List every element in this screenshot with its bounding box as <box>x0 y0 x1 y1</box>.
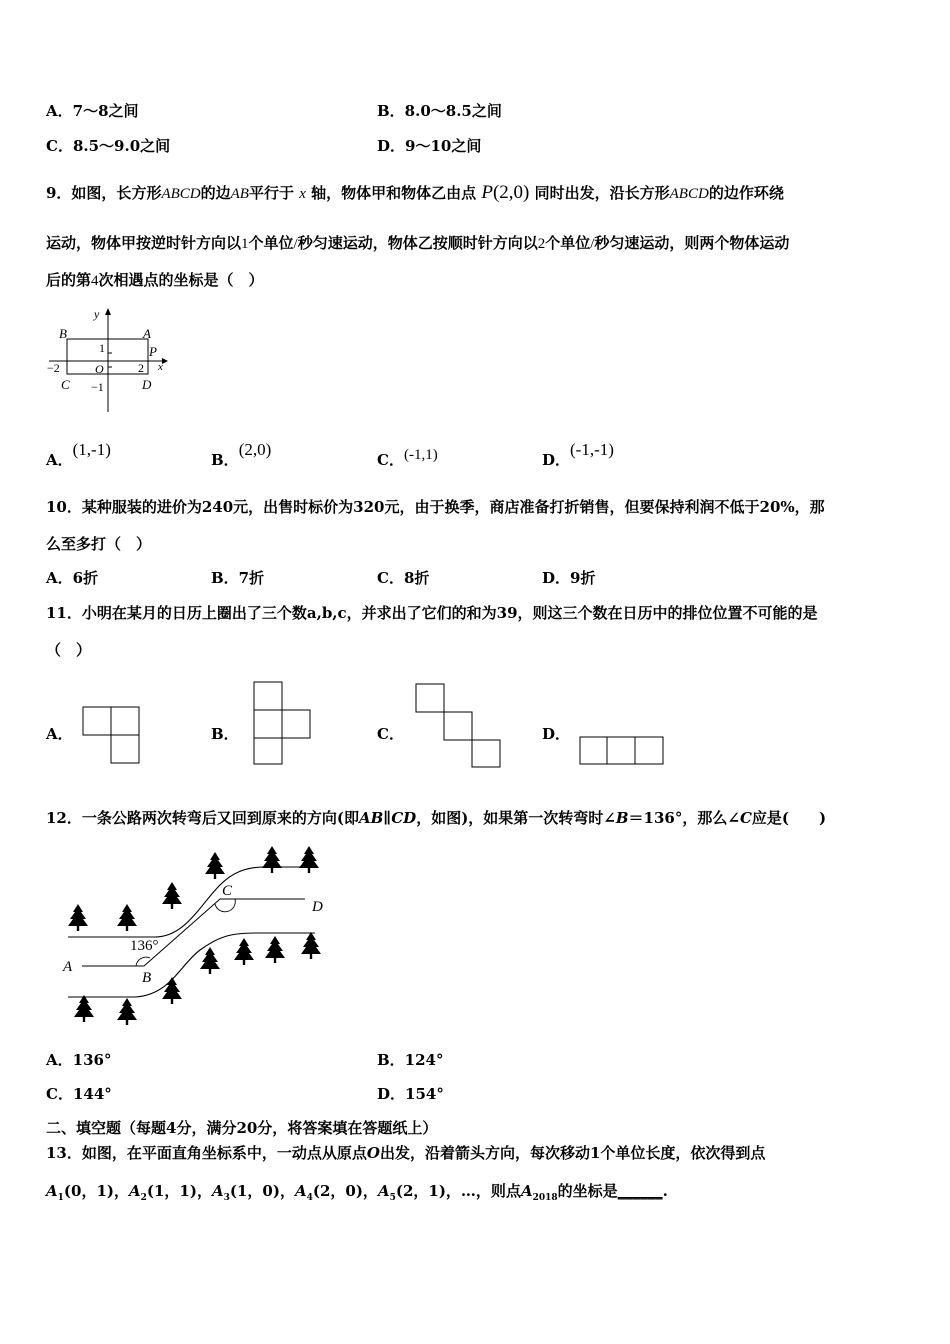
q13-point <box>46 1182 129 1203</box>
label-d: D <box>142 377 152 392</box>
q9-line1 <box>46 183 784 204</box>
q11-line1: 11．小明在某月的日历上圈出了三个数a,b,c，并求出了它们的和为39，则这三个数在日历中的排位位置不可能的是 <box>46 604 818 622</box>
q9-option-d <box>542 440 614 470</box>
q9-speed-2: 2 <box>537 236 546 252</box>
q13-origin: O <box>366 1144 380 1162</box>
q9-text: 轴，物体甲和物体乙由点 <box>311 184 477 202</box>
tick-1: 1 <box>99 341 105 355</box>
label-a: A <box>63 959 73 975</box>
option-label: D． <box>542 451 571 469</box>
q9-meet-count: 4 <box>91 273 99 289</box>
q12-option-d: D．154° <box>377 1085 444 1103</box>
q9-option-b <box>211 440 272 470</box>
q13-point <box>294 1182 378 1203</box>
q9-text: 的边 <box>200 184 231 202</box>
q12-road-figure <box>60 845 335 1030</box>
cell <box>111 735 139 763</box>
tree-icon <box>68 904 88 931</box>
q12-line1 <box>46 808 826 828</box>
point-sub: 1 <box>57 1193 64 1203</box>
q11-figure-a <box>82 706 142 764</box>
q9-text: 运动，物体甲按逆时针方向以 <box>46 234 242 252</box>
tree-icon <box>205 852 225 879</box>
point-name: A <box>377 1182 390 1200</box>
tree-icon <box>265 936 285 963</box>
q9-option-a <box>46 440 111 470</box>
q9-text: 后的第 <box>46 271 92 289</box>
q12-option-a: A．136° <box>46 1051 112 1069</box>
cell <box>254 682 282 710</box>
option-value: (2,0) <box>238 440 272 459</box>
label-origin: O <box>95 362 104 376</box>
q10-line2: 么至多打（ ） <box>46 535 152 553</box>
q13-text: . <box>662 1182 668 1200</box>
q13-line2 <box>46 1181 668 1208</box>
q11-option-d: D． <box>542 725 571 743</box>
road-edge-upper <box>68 867 300 937</box>
q13-text: 13．如图，在平面直角坐标系中，一动点从原点 <box>46 1144 367 1162</box>
tree-icon <box>117 904 137 931</box>
q9-point-p: P <box>481 182 493 203</box>
section-2-heading: 二、填空题（每题4分，满分20分，将答案填在答题纸上） <box>46 1119 438 1137</box>
label-x: x <box>158 361 163 373</box>
angle-b-arc <box>136 957 150 966</box>
q13-text: …，则点 <box>460 1182 521 1200</box>
q13-line1 <box>46 1143 765 1163</box>
label-p: P <box>149 344 157 359</box>
label-c: C <box>61 377 70 392</box>
q10-line1: 10．某种服装的进价为240元，出售时标价为320元，由于换季，商店准备打折销售，但要保持利润不低于20%，那 <box>46 498 825 516</box>
q11-option-a: A． <box>46 725 73 743</box>
q9-abcd: ABCD <box>161 186 201 202</box>
label-d: D <box>312 899 323 915</box>
q9-abcd: ABCD <box>669 186 709 202</box>
q9-slash: / <box>590 236 595 252</box>
q10-option-a: A．6折 <box>46 569 99 587</box>
tree-icon <box>301 932 321 959</box>
q9-line2 <box>46 233 789 254</box>
q11-figure-c <box>415 683 503 769</box>
tree-icon <box>262 846 282 873</box>
tree-icon <box>162 977 182 1004</box>
tree-icon <box>299 846 319 873</box>
tree-icon <box>117 998 137 1025</box>
q9-option-c <box>377 447 438 471</box>
q9-x: x <box>299 186 306 202</box>
cell <box>472 740 500 767</box>
point-name: A <box>211 1182 224 1200</box>
cell <box>83 707 111 735</box>
point-sub: 4 <box>306 1193 313 1203</box>
option-value: (1,-1) <box>72 440 111 459</box>
option-label: B． <box>211 451 239 469</box>
point-name: A <box>520 1182 533 1200</box>
cell <box>635 737 663 764</box>
q9-text: 平行于 <box>248 184 294 202</box>
point-sub: 2018 <box>532 1193 558 1203</box>
label-c: C <box>222 883 233 899</box>
option-value: (-1,1) <box>403 447 438 463</box>
point-sub: 2 <box>140 1193 147 1203</box>
option-label: C． <box>377 451 404 469</box>
q13-point <box>211 1182 295 1203</box>
tree-icon <box>74 995 94 1022</box>
cell <box>580 737 607 764</box>
q12-text: 12．一条公路两次转弯后又回到原来的方向(即 <box>46 809 359 827</box>
cell <box>254 710 282 738</box>
point-sub: 3 <box>223 1193 230 1203</box>
q12-parallel: AB∥CD <box>358 809 417 827</box>
q9-text: 的边作环绕 <box>708 184 784 202</box>
q9-text: 秒匀速运动，则两个物体运动 <box>594 234 790 252</box>
q11-option-b: B． <box>211 725 239 743</box>
q13-answer-blank[interactable]: ______ <box>617 1182 663 1200</box>
q12-option-b: B．124° <box>377 1051 444 1069</box>
point-coord: (1，1)， <box>146 1182 212 1200</box>
q10-option-c: C．8折 <box>377 569 430 587</box>
tree-icon <box>162 882 182 909</box>
q13-point <box>128 1182 212 1203</box>
cell <box>254 738 282 764</box>
q9-text: 个单位 <box>545 234 591 252</box>
tree-icon <box>200 947 220 974</box>
point-coord: (1，0)， <box>229 1182 295 1200</box>
q9-rectangle-figure <box>44 302 169 414</box>
option-value: (-1,-1) <box>570 440 614 459</box>
point-name: A <box>46 1182 58 1200</box>
tick-neg1: −1 <box>91 380 104 394</box>
cell <box>282 710 310 738</box>
q12-text: ＝136°，那么∠ <box>628 809 740 827</box>
q9-slash: / <box>293 236 298 252</box>
q9-text: 同时出发，沿长方形 <box>534 184 670 202</box>
q12-text: ，如图)，如果第一次转弯时∠ <box>416 809 616 827</box>
q9-speed-1: 1 <box>241 236 249 252</box>
q11-figure-d <box>579 736 665 766</box>
q9-point-p-coord: (2,0) <box>492 182 530 203</box>
q13-text: 出发，沿着箭头方向，每次移动1个单位长度，依次得到点 <box>379 1144 766 1162</box>
q11-figure-b <box>253 681 313 766</box>
point-coord: (2，1)， <box>395 1182 461 1200</box>
q8-option-d: D．9～10之间 <box>377 137 482 155</box>
q13-point <box>377 1182 461 1203</box>
point-coord: (0，1)， <box>63 1182 129 1200</box>
q12-angle-c: C <box>739 809 752 827</box>
q8-option-c: C．8.5～9.0之间 <box>46 137 171 155</box>
tick-2: 2 <box>138 361 144 375</box>
q11-line2: （ ） <box>46 641 92 659</box>
label-y: y <box>94 307 100 321</box>
cell <box>444 712 472 740</box>
cell <box>111 707 139 735</box>
q12-angle-b: B <box>615 809 629 827</box>
q13-text: 的坐标是 <box>557 1182 618 1200</box>
q11-option-c: C． <box>377 725 404 743</box>
x-arrow-icon <box>162 358 168 364</box>
q8-option-b: B．8.0～8.5之间 <box>377 102 502 120</box>
label-b: B <box>142 970 152 986</box>
q9-line3 <box>46 270 264 291</box>
label-b: B <box>59 326 67 341</box>
q10-option-d: D．9折 <box>542 569 596 587</box>
angle-136-label: 136° <box>130 938 159 954</box>
point-sub: 5 <box>389 1193 396 1203</box>
q12-option-c: C．144° <box>46 1085 112 1103</box>
cell <box>607 737 635 764</box>
tick-neg2: −2 <box>47 361 60 375</box>
tree-icon <box>234 938 254 965</box>
point-coord: (2，0)， <box>312 1182 378 1200</box>
q9-text: 9．如图，长方形 <box>46 184 162 202</box>
point-name: A <box>128 1182 141 1200</box>
q9-ab: AB <box>230 186 249 202</box>
point-name: A <box>294 1182 307 1200</box>
option-label: A． <box>46 451 73 469</box>
q12-text: 应是( ) <box>751 809 827 827</box>
label-a: A <box>143 326 151 341</box>
cell <box>416 684 444 712</box>
q9-text: 次相遇点的坐标是（ ） <box>98 271 264 289</box>
q10-option-b: B．7折 <box>211 569 265 587</box>
y-arrow-icon <box>105 308 111 315</box>
q9-text: 个单位 <box>248 234 294 252</box>
q8-option-a: A．7～8之间 <box>46 102 139 120</box>
q9-text: 秒匀速运动，物体乙按顺时针方向以 <box>297 234 538 252</box>
